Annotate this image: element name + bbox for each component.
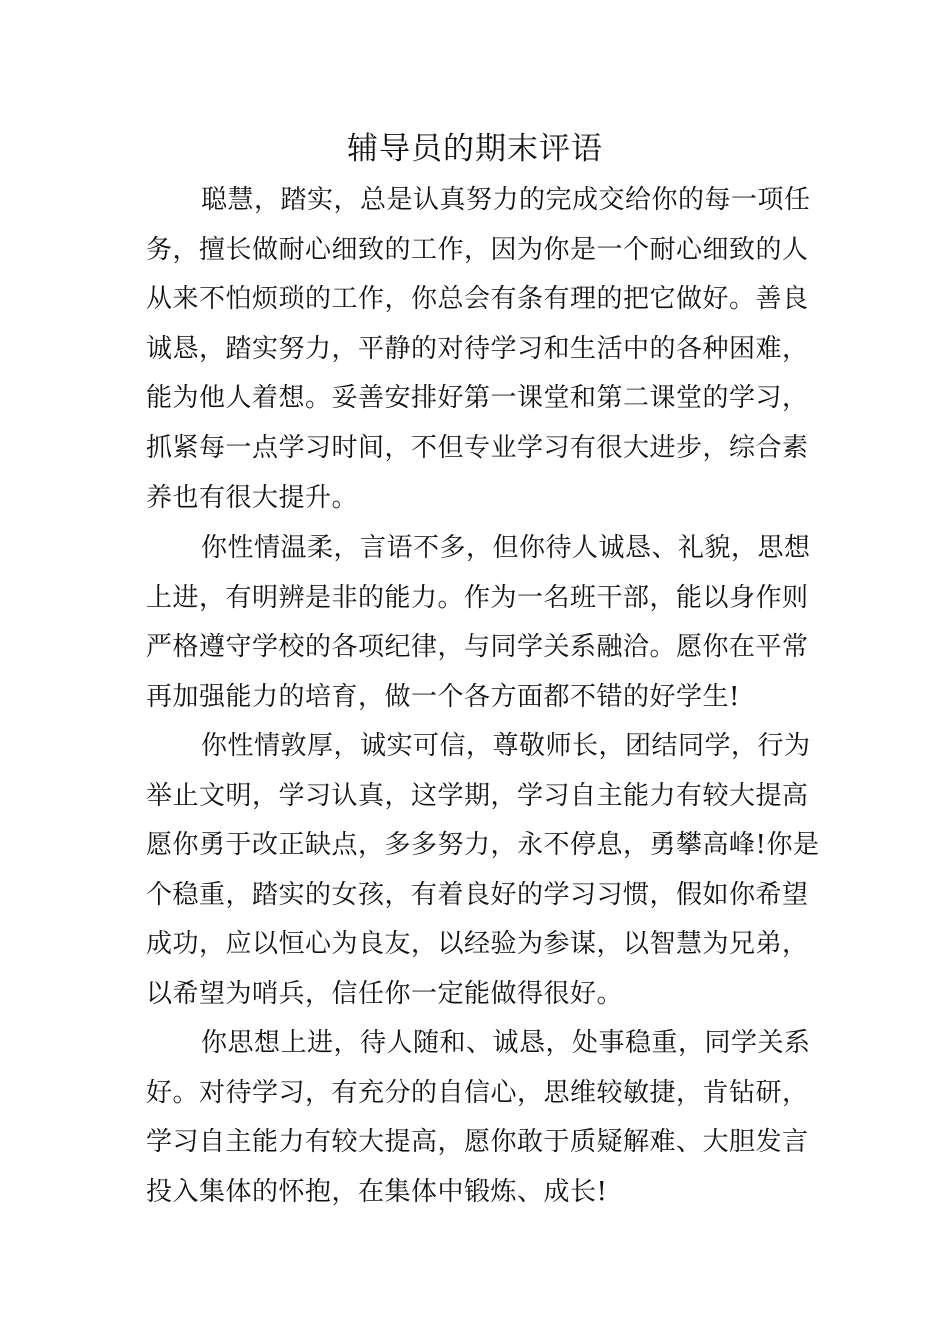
paragraph-4	[146, 1019, 811, 1217]
paragraph-line: 你性情温柔，言语不多，但你待人诚恳、礼貌，思想	[201, 533, 811, 563]
paragraph-line: 愿你勇于改正缺点，多多努力，永不停息，勇攀高峰!你是	[146, 830, 820, 861]
paragraph-line: 严格遵守学校的各项纪律，与同学关系融洽。愿你在平常	[146, 632, 809, 663]
paragraph-line: 抓紧每一点学习时间，不但专业学习有很大进步，综合素	[146, 432, 809, 463]
paragraph-line: 你思想上进，待人随和、诚恳，处事稳重，同学关系	[201, 1028, 811, 1058]
paragraph-line: 以希望为哨兵，信任你一定能做得很好。	[146, 978, 624, 1009]
paragraph-line: 从来不怕烦琐的工作，你总会有条有理的把它做好。善良	[146, 284, 809, 315]
paragraph-line: 务，擅长做耐心细致的工作，因为你是一个耐心细致的人	[146, 234, 809, 265]
paragraph-line: 聪慧，踏实，总是认真努力的完成交给你的每一项任	[201, 185, 811, 215]
document-title: 辅导员的期末评语	[347, 131, 603, 167]
paragraph-line: 能为他人着想。妥善安排好第一课堂和第二课堂的学习，	[146, 383, 809, 414]
paragraph-line: 养也有很大提升。	[146, 482, 359, 513]
paragraph-line: 好。对待学习，有充分的自信心，思维较敏捷，肯钻研，	[146, 1077, 809, 1108]
paragraph-line: 你性情敦厚，诚实可信，尊敬师长，团结同学，行为	[201, 731, 811, 761]
paragraph-line: 个稳重，踏实的女孩，有着良好的学习习惯，假如你希望	[146, 879, 809, 910]
paragraph-line: 再加强能力的培育，做一个各方面都不错的好学生!	[146, 681, 740, 712]
paragraph-2	[146, 524, 811, 722]
paragraph-line: 学习自主能力有较大提高，愿你敢于质疑解难、大胆发言	[146, 1127, 809, 1158]
paragraph-line: 举止文明，学习认真，这学期，学习自主能力有较大提高	[146, 780, 809, 811]
paragraph-line: 上进，有明辨是非的能力。作为一名班干部，能以身作则	[146, 582, 809, 613]
paragraph-1	[146, 176, 811, 523]
paragraph-line: 投入集体的怀抱，在集体中锻炼、成长!	[146, 1176, 608, 1207]
paragraph-3	[146, 722, 820, 1020]
paragraph-line: 诚恳，踏实努力，平静的对待学习和生活中的各种困难，	[146, 333, 809, 364]
paragraph-line: 成功，应以恒心为良友，以经验为参谋，以智慧为兄弟，	[146, 929, 809, 960]
